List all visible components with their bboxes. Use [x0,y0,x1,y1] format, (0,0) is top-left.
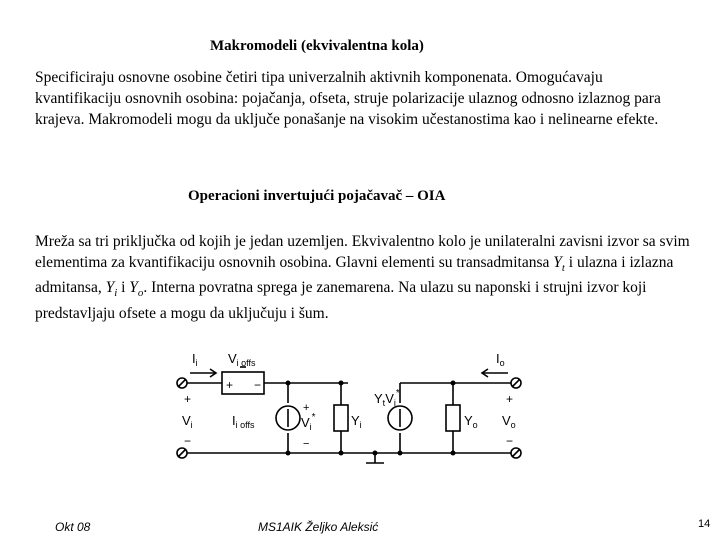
para2-text-c: i [117,279,130,297]
yo-admittance-box [446,405,460,431]
input-minus: − [184,434,192,448]
label-vi-offs: $V_{i offs}$ [228,351,256,368]
para2-text-d: . Interna povratna sprega je zanemarena. Na ulazu su naponski i strujni izvor koji predstavljaju ofsete a mogu da uključuju i šum. [35,279,647,322]
label-ii: $I_i$ [192,351,198,368]
oia-description-paragraph [35,232,695,324]
vistar-plus: + [303,402,310,414]
output-minus: − [506,434,514,448]
oia-equivalent-circuit [170,345,530,475]
yt-symbol: Y [553,253,562,271]
vi-offs-minus: − [254,378,262,392]
yi-admittance-box [334,405,348,431]
output-plus: + [506,392,514,406]
para2-text-b: i ulazna i izlazna admitansa, [35,253,674,297]
yi-subscript: i [114,287,118,300]
label-yi: $Y_i$ [351,413,362,430]
footer-course: MS1AIK Željko Aleksić [258,520,379,534]
vistar-minus: − [303,438,310,450]
yo-subscript: o [137,287,144,300]
label-yo: $Y_o$ [464,413,478,430]
input-plus: + [184,392,192,406]
label-vi-input: $V_i$ [182,413,193,430]
yo-symbol: Y [129,279,138,297]
label-yt-vi: $Y_tV_i^*$ [374,388,400,408]
para2-text-a: Mreža sa tri priključka od kojih je jedan uzemljen. Ekvivalentno kolo je unilateralni zavisni izvor sa svim elementima za kvantifikaciju osnovnih osobina. Glavni elementi su transadmitansa [35,233,690,271]
yt-subscript: t [561,261,565,274]
label-vi-star: $V_i^*$ [301,412,316,432]
vi-offs-plus: + [226,378,234,392]
label-ii-offs: $I_{i offs}$ [232,413,255,430]
yi-symbol: Y [105,279,115,297]
label-vo: $V_o$ [502,413,516,430]
label-io: $I_o$ [496,351,505,368]
slide-title: Makromodeli (ekvivalentna kola) [210,38,424,54]
footer-date: Okt 08 [55,520,91,534]
page-number: 14 [698,518,711,530]
intro-paragraph: Specificiraju osnovne osobine četiri tipa univerzalnih aktivnih komponenata. Omogućavaju kvantifikaciju osnovnih osobina: pojačanja, ofseta, struje polarizacije ulaznog odnosno izlaznog para krajeva. Makromodeli mogu da uključe ponašanje na visokim učestanostima kao i nelinearne efekte. [35,69,661,128]
section-subtitle: Operacioni invertujući pojačavač – OIA [188,188,446,204]
